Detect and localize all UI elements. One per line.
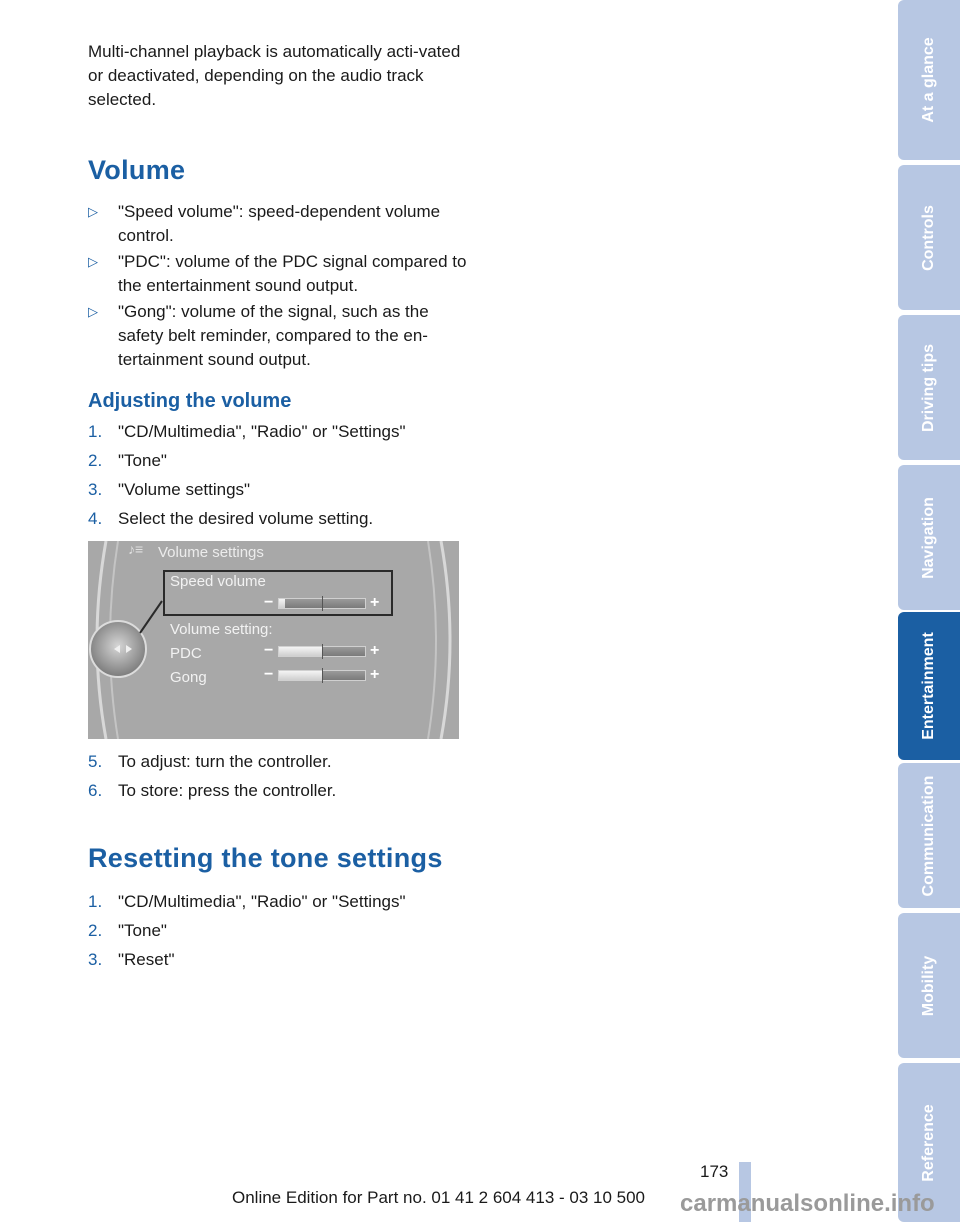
step-text: Select the desired volume setting. (118, 509, 374, 528)
triangle-bullet-icon: ▷ (88, 204, 98, 219)
step-text: "CD/Multimedia", "Radio" or "Settings" (118, 892, 406, 911)
step-number: 1. (88, 422, 103, 441)
audio-icon: ♪≡ (128, 541, 144, 557)
slider-fill (279, 671, 322, 680)
reset-heading: Resetting the tone settings (88, 843, 443, 873)
plus-icon: + (370, 594, 380, 611)
tab-label: Mobility (920, 955, 937, 1016)
volume-heading: Volume (88, 155, 186, 185)
step-number: 4. (88, 509, 103, 528)
chapter-tabs (898, 0, 960, 1222)
footer-text: Online Edition for Part no. 01 41 2 604 413 - 03 10 500 (232, 1188, 646, 1207)
step-text: To store: press the controller. (118, 781, 337, 800)
slider-fill (279, 599, 285, 608)
step-number: 2. (88, 451, 103, 470)
gong-volume-slider[interactable] (278, 670, 366, 681)
volume-setting-label: Volume setting: (170, 621, 273, 638)
tab-communication[interactable] (898, 763, 960, 908)
step-text: "Volume settings" (118, 480, 251, 499)
step-number: 3. (88, 950, 103, 969)
triangle-bullet-icon: ▷ (88, 304, 98, 319)
intro-paragraph: Multi-channel playback is automatically acti-vated or deactivated, depending on the audio track selected. (88, 42, 461, 109)
adjust-heading: Adjusting the volume (88, 390, 292, 412)
step-text: "Tone" (118, 451, 167, 470)
tab-label: Reference (920, 1103, 937, 1182)
step-number: 3. (88, 480, 103, 499)
step-number: 6. (88, 781, 103, 800)
triangle-bullet-icon: ▷ (88, 254, 98, 269)
speed-volume-slider[interactable] (278, 598, 366, 609)
tab-mobility[interactable] (898, 913, 960, 1058)
step-text: "Reset" (118, 950, 175, 969)
tab-label: Navigation (920, 496, 937, 579)
step-text: "Tone" (118, 921, 167, 940)
minus-icon: − (264, 594, 274, 611)
plus-icon: + (370, 666, 380, 683)
tab-label: Communication (920, 775, 937, 896)
bullet-text: "PDC": volume of the PDC signal compared to the entertainment sound output. (118, 252, 467, 295)
page-number: 173 (700, 1162, 729, 1181)
tab-driving-tips[interactable] (898, 315, 960, 460)
tab-navigation[interactable] (898, 465, 960, 610)
step-number: 1. (88, 892, 103, 911)
gong-label: Gong (170, 669, 207, 686)
minus-icon: − (264, 642, 274, 659)
pdc-label: PDC (170, 645, 202, 662)
tab-label: Controls (920, 204, 937, 271)
screen-title: Volume settings (158, 544, 264, 561)
step-number: 5. (88, 752, 103, 771)
watermark: carmanualsonline.info (680, 1190, 935, 1217)
minus-icon: − (264, 666, 274, 683)
slider-center-tick (322, 668, 323, 683)
step-number: 2. (88, 921, 103, 940)
bullet-text: "Speed volume": speed-dependent volume control. (118, 202, 441, 245)
slider-center-tick (322, 644, 323, 659)
slider-center-tick (322, 596, 323, 611)
slider-fill (279, 647, 322, 656)
tab-at-a-glance[interactable] (898, 0, 960, 160)
speed-volume-label: Speed volume (170, 573, 266, 590)
tab-entertainment[interactable] (898, 612, 960, 760)
tab-label: At a glance (920, 37, 937, 123)
step-text: "CD/Multimedia", "Radio" or "Settings" (118, 422, 406, 441)
tab-label: Driving tips (920, 343, 937, 432)
tab-controls[interactable] (898, 165, 960, 310)
plus-icon: + (370, 642, 380, 659)
step-text: To adjust: turn the controller. (118, 752, 332, 771)
pdc-volume-slider[interactable] (278, 646, 366, 657)
bullet-text: "Gong": volume of the signal, such as the safety belt reminder, compared to the en-tertainment sound output. (118, 302, 429, 369)
tab-label: Entertainment (920, 632, 937, 740)
volume-settings-screenshot (88, 541, 459, 739)
